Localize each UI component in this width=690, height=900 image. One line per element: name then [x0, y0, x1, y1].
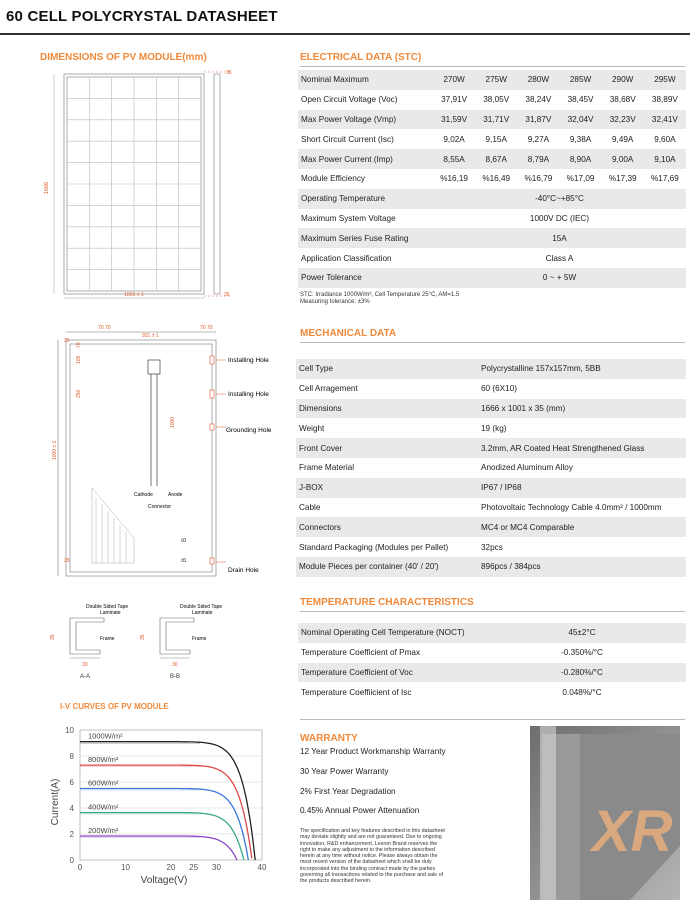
temperature-row — [298, 663, 686, 683]
mechanical-row — [296, 557, 686, 577]
back-side-dim-5: 35 — [64, 558, 70, 564]
electrical-cell: 270W — [433, 70, 475, 90]
mechanical-row-value: Polycrystalline 157x157mm, 5BB — [478, 359, 686, 379]
temperature-row-label: Temperature Coefficient of Voc — [298, 663, 478, 683]
back-top-dim-right: 70 70 — [200, 325, 213, 331]
electrical-row-label: Power Tolerance — [298, 268, 433, 288]
stc-note-line1: STC: Irradiance 1000W/m², Cell Temperature 25°C, AM=1.5 — [300, 292, 460, 298]
iv-x-tick: 10 — [121, 863, 130, 872]
mechanical-row — [296, 517, 686, 537]
temperature-heading: TEMPERATURE CHARACTERISTICS — [300, 597, 474, 608]
temperature-table — [298, 623, 686, 702]
iv-chart-title: I-V CURVES OF PV MODULE — [60, 702, 169, 711]
mechanical-row — [296, 478, 686, 498]
temperature-heading-rule — [300, 611, 685, 612]
iv-xlabel: Voltage(V) — [140, 875, 188, 886]
disclaimer-line: governing all transactions related to the purchase and sale of — [300, 872, 444, 879]
electrical-row-label: Application Classification — [301, 253, 392, 263]
mechanical-row-value: Anodized Aluminum Alloy — [481, 463, 573, 473]
back-side-dim-3: 250 — [76, 389, 82, 398]
electrical-cell: 280W — [517, 70, 559, 90]
electrical-cell: 275W — [475, 70, 517, 90]
mechanical-row-label: Cell Arragement — [299, 384, 358, 394]
electrical-cell: 8,67A — [475, 149, 517, 169]
electrical-table — [298, 70, 686, 288]
electrical-cell: 9,15A — [485, 134, 507, 144]
brand-logo-text: XR — [592, 799, 673, 864]
front-view-drawing — [30, 66, 260, 306]
installing-hole-label-1: Installing Hole — [228, 357, 269, 364]
electrical-row — [298, 169, 686, 189]
aa-frame-label: Frame — [100, 636, 115, 642]
electrical-cell: %16,19 — [440, 174, 468, 184]
front-width-label: 1001 ± 1 — [124, 292, 144, 298]
electrical-cell: 31,59V — [433, 110, 475, 130]
iv-x-tick: 0 — [77, 863, 83, 872]
electrical-cell: 9,10A — [644, 149, 686, 169]
mechanical-heading: MECHANICAL DATA — [300, 328, 397, 339]
mechanical-row — [296, 537, 686, 557]
iv-x-tick: 25 — [189, 863, 199, 872]
mechanical-row-label: Frame Material — [299, 463, 355, 473]
iv-y-tick: 4 — [69, 804, 74, 813]
electrical-row — [298, 268, 686, 288]
mechanical-row — [296, 359, 686, 379]
iv-y-tick: 2 — [69, 830, 74, 839]
front-side-top: 35 — [226, 70, 232, 76]
electrical-cell: 37,91V — [441, 95, 468, 105]
electrical-cell: %17,39 — [608, 174, 637, 184]
mechanical-row-value: IP67 / IP68 — [478, 478, 686, 498]
electrical-row — [298, 248, 686, 268]
electrical-cell: %17,09 — [566, 174, 595, 184]
drain-hole-label: Drain Hole — [228, 567, 259, 574]
temperature-row — [298, 682, 686, 702]
mechanical-heading-rule — [300, 342, 685, 343]
stc-note-line2: Measuring tolerance: ±3% — [300, 299, 370, 305]
grounding-hole-label: Grounding Hole — [226, 427, 272, 434]
electrical-cell: 9,38A — [569, 134, 592, 144]
frame-cross-sections — [40, 600, 260, 680]
disclaimer-line: herein at any time without notice. Please always obtain the — [300, 853, 438, 860]
iv-y-tick: 0 — [69, 856, 74, 865]
electrical-row-label: Nominal Maximum — [298, 70, 433, 90]
electrical-cell: 8,55A — [433, 149, 475, 169]
back-top-dim-mid: 931 ± 1 — [142, 333, 159, 339]
mechanical-row-value: 19 (kg) — [481, 423, 507, 433]
electrical-cell: 38,24V — [525, 95, 552, 105]
bb-height-label: 35 — [140, 634, 146, 640]
bb-tape-label: Double Sided Tape — [180, 604, 223, 610]
warranty-item: 12 Year Product Workmanship Warranty — [300, 747, 446, 756]
mechanical-row-label: Cell Type — [296, 359, 478, 379]
mechanical-row-label: Dimensions — [296, 399, 478, 419]
electrical-row-label: Operating Temperature — [298, 189, 433, 209]
electrical-cell: 0 ~ + 5W — [433, 268, 686, 288]
back-top-dim-left: 70 70 — [98, 325, 111, 331]
iv-series-label: 400W/m² — [88, 802, 119, 812]
mechanical-row-value: Photovoltaic Technology Cable 4.0mm² / 1000mm — [481, 502, 662, 512]
electrical-row — [298, 70, 686, 90]
mechanical-row-value: 32pcs — [481, 542, 503, 552]
mechanical-row — [296, 498, 686, 518]
temperature-row-value: 45±2°C — [478, 623, 686, 643]
aa-tape-label: Double Sided Tape — [86, 604, 129, 610]
front-height-label: 1666 — [44, 181, 50, 195]
aa-width-label: 30 — [82, 662, 88, 668]
mechanical-row-value: MC4 or MC4 Comparable — [478, 517, 686, 537]
mechanical-row-label: Connectors — [296, 517, 478, 537]
bb-section-label: B-B — [170, 674, 181, 680]
iv-series-label: 600W/m² — [88, 778, 119, 788]
section-mark-b-bottom: B — [182, 557, 188, 562]
electrical-cell: 9,60A — [654, 134, 676, 144]
cable-length-label: 1000 — [170, 416, 176, 428]
disclaimer-line: the products described herein. — [300, 878, 372, 885]
stc-note — [300, 292, 459, 306]
electrical-cell: 32,23V — [602, 110, 644, 130]
electrical-row — [298, 149, 686, 169]
iv-ylabel: Current(A) — [50, 778, 61, 826]
electrical-cell: 31,87V — [517, 110, 559, 130]
electrical-cell: %17,69 — [651, 174, 679, 184]
title-divider — [0, 33, 690, 35]
warranty-heading: WARRANTY — [300, 733, 358, 744]
electrical-cell: 38,05V — [483, 95, 510, 105]
iv-chart — [40, 722, 272, 894]
back-side-dim-2: 70 — [76, 342, 82, 348]
iv-x-tick: 20 — [166, 863, 176, 872]
bb-laminate-label: Laminate — [192, 610, 213, 616]
temperature-row-label: Temperature Coefficient of Pmax — [301, 648, 421, 658]
bb-width-label: 30 — [172, 662, 178, 668]
electrical-cell: 38,89V — [651, 95, 678, 105]
mechanical-row — [296, 379, 686, 399]
warranty-item: 2% First Year Degradation — [300, 787, 396, 796]
electrical-row-label: Maximum Series Fuse Rating — [298, 228, 433, 248]
mechanical-row-value: 60 (6X10) — [481, 384, 517, 394]
iv-series-label: 800W/m² — [88, 755, 119, 765]
electrical-row — [298, 209, 686, 229]
temperature-row-label: Nominal Operating Cell Temperature (NOCT) — [298, 623, 478, 643]
electrical-cell: 285W — [559, 70, 601, 90]
mechanical-row — [296, 438, 686, 458]
iv-y-tick: 8 — [69, 752, 74, 761]
electrical-cell: 8,90A — [559, 149, 601, 169]
warranty-top-rule — [300, 719, 685, 720]
iv-plot-frame — [80, 730, 262, 860]
warranty-list — [300, 747, 446, 825]
back-side-dim-4: 1000 ± 1 — [52, 440, 58, 460]
anode-label: Anode — [168, 492, 183, 498]
temperature-row-value: -0.280%/°C — [478, 663, 686, 683]
disclaimer — [300, 828, 490, 885]
electrical-row — [298, 90, 686, 110]
warranty-item: 0.45% Annual Power Attenuation — [300, 806, 420, 815]
iv-x-tick: 40 — [257, 863, 267, 872]
aa-height-label: 35 — [50, 634, 56, 640]
electrical-row — [298, 189, 686, 209]
electrical-cell: 32,41V — [644, 110, 686, 130]
mechanical-row-label: Cable — [299, 502, 321, 512]
iv-y-tick: 10 — [65, 726, 74, 735]
mechanical-row — [296, 458, 686, 478]
electrical-row-label: Module Efficiency — [301, 174, 366, 184]
electrical-cell: 9,00A — [602, 149, 644, 169]
electrical-heading: ELECTRICAL DATA (STC) — [300, 52, 422, 63]
mechanical-row-value: 896pcs / 384pcs — [478, 557, 686, 577]
aa-laminate-label: Laminate — [100, 610, 121, 616]
mechanical-row-value: 1666 x 1001 x 35 (mm) — [478, 399, 686, 419]
disclaimer-line: most recent version of the datasheet which shall be duly — [300, 859, 432, 866]
mechanical-row-label: Weight — [299, 423, 325, 433]
electrical-cell: 38,68V — [609, 95, 636, 105]
front-side-bottom: 35 — [224, 292, 230, 298]
disclaimer-line: The specification and key features described in this datasheet — [300, 828, 445, 834]
electrical-cell: 32,04V — [559, 110, 601, 130]
mechanical-row — [296, 418, 686, 438]
temperature-row-label: Temperature Coeffiicient of Isc — [301, 687, 412, 697]
cathode-label: Cathode — [134, 492, 153, 498]
electrical-cell: %16,79 — [524, 174, 553, 184]
electrical-row — [298, 228, 686, 248]
electrical-row-label: Max Power Current (Imp) — [298, 149, 433, 169]
electrical-row-label: Max Power Voltage (Vmp) — [298, 110, 433, 130]
disclaimer-line: right to make any adjustment to the information described — [300, 846, 435, 853]
electrical-cell: 31,71V — [475, 110, 517, 130]
iv-x-tick: 30 — [212, 863, 221, 872]
back-side-dim-0: 35 — [64, 338, 70, 344]
dimensions-heading: DIMENSIONS OF PV MODULE(mm) — [40, 52, 207, 63]
bb-frame-label: Frame — [192, 636, 207, 642]
electrical-cell: %16,49 — [482, 174, 511, 184]
disclaimer-line: may deviate slightly and are not guaranteed. Due to ongoing — [300, 834, 442, 841]
mechanical-row-label: Standard Packaging (Modules per Pallet) — [299, 542, 449, 552]
installing-hole-label-2: Installing Hole — [228, 391, 269, 398]
electrical-row — [298, 110, 686, 130]
electrical-row-label: Maximum System Voltage — [301, 213, 396, 223]
back-view-drawing — [30, 318, 280, 580]
electrical-row-label: Short Circuit Current (Isc) — [301, 134, 394, 144]
brand-logo-panel — [520, 726, 690, 900]
electrical-cell: Class A — [545, 253, 574, 263]
electrical-cell: -40°C~+85°C — [433, 189, 686, 209]
warranty-item: 30 Year Power Warranty — [300, 767, 389, 776]
mechanical-row-label: Module Pieces per container (40' / 20') — [296, 557, 478, 577]
electrical-cell: 8,79A — [517, 149, 559, 169]
disclaimer-line: incorporated into the binding contract made by the parties — [300, 865, 436, 872]
iv-series-label: 200W/m² — [88, 825, 119, 835]
aa-section-label: A-A — [80, 674, 91, 680]
electrical-cell: 15A — [433, 228, 686, 248]
temperature-row-value: -0.350%/°C — [561, 648, 603, 658]
iv-series-label: 1000W/m² — [88, 731, 123, 741]
iv-y-tick: 6 — [69, 778, 74, 787]
electrical-cell: 9,27A — [527, 134, 550, 144]
electrical-cell: 9,02A — [443, 134, 465, 144]
mechanical-row-label: J-BOX — [296, 478, 478, 498]
electrical-cell: 1000V DC (IEC) — [529, 213, 590, 223]
mechanical-row-value: 3.2mm, AR Coated Heat Strengthened Glass — [478, 438, 686, 458]
temperature-row — [298, 623, 686, 643]
temperature-row-value: 0.048%/°C — [562, 687, 602, 697]
electrical-heading-rule — [300, 66, 685, 67]
electrical-cell: 38,45V — [567, 95, 594, 105]
section-mark-b-top: B — [182, 537, 188, 542]
mechanical-table — [296, 359, 686, 577]
electrical-cell: 9,49A — [612, 134, 634, 144]
mechanical-row-label: Front Cover — [296, 438, 478, 458]
page-title: 60 CELL POLYCRYSTAL DATASHEET — [6, 8, 278, 25]
electrical-cell: 295W — [644, 70, 686, 90]
electrical-row-label: Open Circuit Voltage (Voc) — [301, 95, 398, 105]
mechanical-row — [296, 399, 686, 419]
back-side-dim-1: 105 — [76, 355, 82, 364]
temperature-row — [298, 643, 686, 663]
disclaimer-line: innovation, R&D enhancement, Lexron Brand reserves the — [300, 840, 438, 847]
electrical-row — [298, 129, 686, 149]
connector-label: Connector — [148, 504, 172, 510]
electrical-cell: 290W — [602, 70, 644, 90]
